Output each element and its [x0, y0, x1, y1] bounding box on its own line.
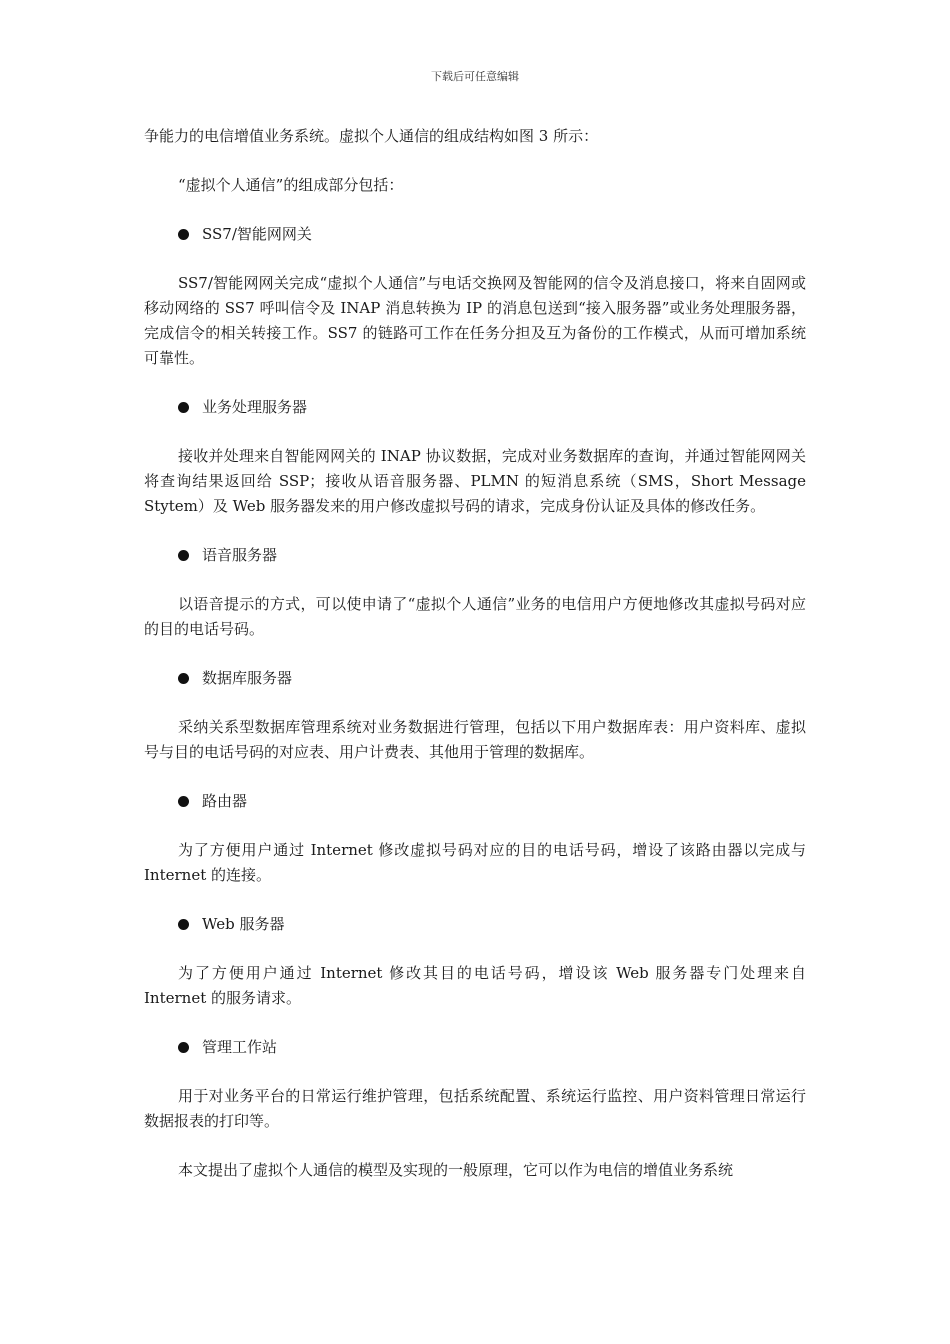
- section-heading-voice-server: [144, 543, 806, 568]
- paragraph-database-server: 采纳关系型数据库管理系统对业务数据进行管理，包括以下用户数据库表：用户资料库、虚拟号与目的电话号码的对应表、用户计费表、其他用于管理的数据库。: [144, 718, 806, 761]
- section-heading-web-server: [144, 912, 806, 937]
- bullet-icon: [178, 796, 189, 807]
- bullet-icon: [178, 919, 189, 930]
- section-heading-label: Web 服务器: [202, 915, 285, 933]
- section-heading-label: 数据库服务器: [202, 669, 293, 687]
- section-heading-label: 业务处理服务器: [202, 398, 308, 416]
- paragraph-conclusion: 本文提出了虚拟个人通信的模型及实现的一般原理，它可以作为电信的增值业务系统: [178, 1161, 734, 1179]
- paragraph-components-intro: “虚拟个人通信”的组成部分包括：: [178, 176, 404, 194]
- page-header: 下载后可任意编辑: [431, 70, 519, 83]
- bullet-icon: [178, 550, 189, 561]
- bullet-icon: [178, 402, 189, 413]
- paragraph-voice-server: 以语音提示的方式，可以使申请了“虚拟个人通信”业务的电信用户方便地修改其虚拟号码对应的目的电话号码。: [144, 595, 806, 638]
- section-heading-service-server: [144, 395, 806, 420]
- section-heading-label: 管理工作站: [202, 1038, 278, 1056]
- paragraph-router: 为了方便用户通过 Internet 修改虚拟号码对应的目的电话号码，增设了该路由器以完成与 Internet 的连接。: [144, 841, 806, 884]
- paragraph-management-workstation: 用于对业务平台的日常运行维护管理，包括系统配置、系统运行监控、用户资料管理日常运行数据报表的打印等。: [144, 1087, 806, 1130]
- bullet-icon: [178, 1042, 189, 1053]
- bullet-icon: [178, 673, 189, 684]
- document-body: [144, 124, 806, 1183]
- paragraph-ss7-gateway: SS7/智能网网关完成“虚拟个人通信”与电话交换网及智能网的信令及消息接口，将来自固网或移动网络的 SS7 呼叫信令及 INAP 消息转换为 IP 的消息包送到“接入服务器”或业务处理服务器，完成信令的相关转接工作。SS7 的链路可工作在任务分担及互为备份的工作模式，从而可增加系统可靠性。: [144, 274, 806, 367]
- section-heading-router: [144, 789, 806, 814]
- section-heading-label: SS7/智能网网关: [202, 225, 312, 243]
- paragraph-web-server: 为了方便用户通过 Internet 修改其目的电话号码，增设该 Web 服务器专门处理来自 Internet 的服务请求。: [144, 964, 806, 1007]
- section-heading-label: 语音服务器: [202, 546, 278, 564]
- bullet-icon: [178, 229, 189, 240]
- paragraph-service-server: 接收并处理来自智能网网关的 INAP 协议数据，完成对业务数据库的查询，并通过智能网网关将查询结果返回给 SSP；接收从语音服务器、PLMN 的短消息系统（SMS，Short Message Stytem）及 Web 服务器发来的用户修改虚拟号码的请求，完成身份认证及具体的修改任务。: [144, 447, 806, 515]
- paragraph-intro: 争能力的电信增值业务系统。虚拟个人通信的组成结构如图 3 所示：: [144, 127, 599, 145]
- section-heading-management-workstation: [144, 1035, 806, 1060]
- section-heading-database-server: [144, 666, 806, 691]
- section-heading-ss7-gateway: [144, 222, 806, 247]
- section-heading-label: 路由器: [202, 792, 248, 810]
